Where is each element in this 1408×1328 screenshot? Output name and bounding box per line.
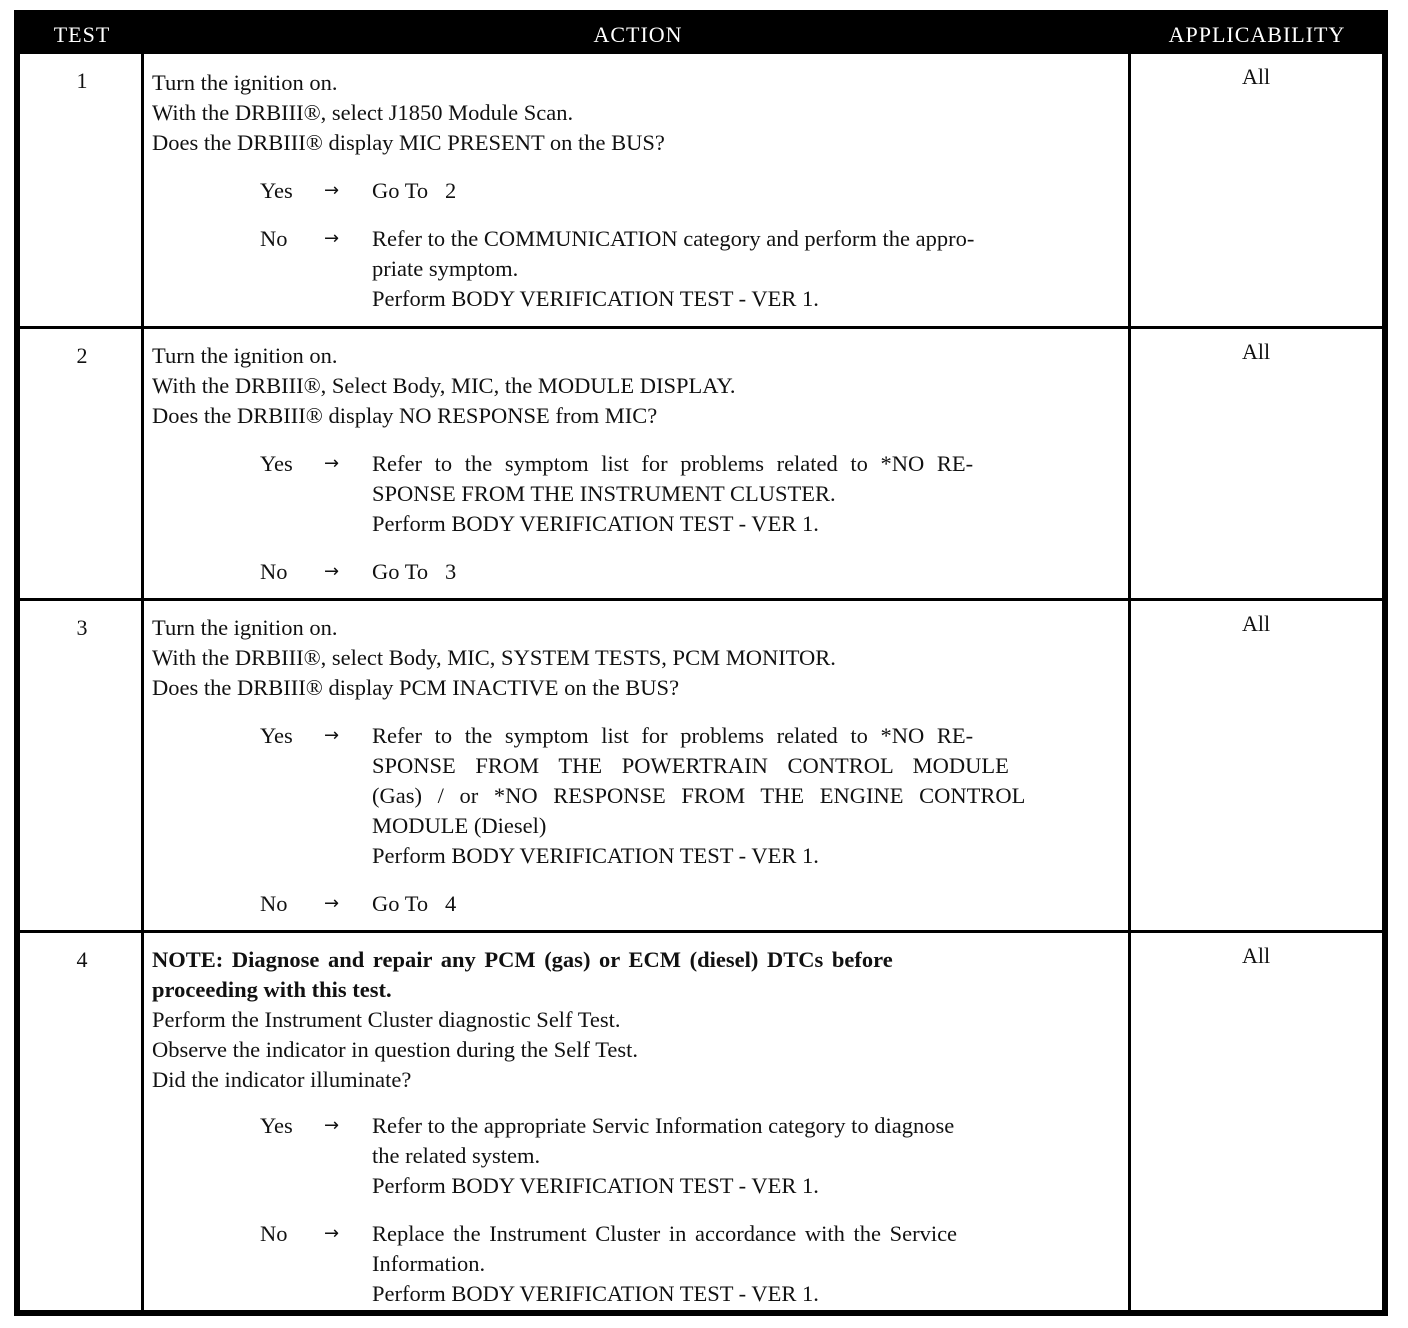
action-cell bbox=[152, 341, 1127, 587]
test-number: 3 bbox=[76, 615, 88, 640]
test-number: 2 bbox=[76, 343, 88, 368]
arrow-icon: → bbox=[324, 1115, 340, 1136]
branch-text: Perform BODY VERIFICATION TEST - VER 1. bbox=[372, 286, 819, 311]
yes-branch bbox=[152, 449, 1127, 539]
action-line: With the DRBIII®, select J1850 Module Scan. bbox=[152, 100, 574, 125]
arrow-icon: → bbox=[324, 725, 340, 746]
branch-text: (Gas) / or *NO RESPONSE FROM THE ENGINE CONTROL bbox=[372, 783, 1026, 808]
arrow-icon: → bbox=[324, 893, 340, 914]
branch-text: Perform BODY VERIFICATION TEST - VER 1. bbox=[372, 511, 819, 536]
action-line: With the DRBIII®, select Body, MIC, SYSTEM TESTS, PCM MONITOR. bbox=[152, 645, 836, 670]
branch-text: SPONSE FROM THE INSTRUMENT CLUSTER. bbox=[372, 481, 836, 506]
action-line: Perform the Instrument Cluster diagnostic Self Test. bbox=[152, 1007, 621, 1032]
table-header bbox=[20, 16, 1382, 54]
applicability-cell: All bbox=[1241, 611, 1271, 636]
branch-text: Go To 4 bbox=[372, 891, 457, 916]
no-label: No bbox=[260, 1221, 288, 1246]
no-label: No bbox=[260, 891, 288, 916]
table-row bbox=[20, 598, 1382, 930]
note-line: proceeding with this test. bbox=[152, 977, 392, 1002]
yes-branch bbox=[152, 721, 1127, 871]
arrow-icon: → bbox=[324, 228, 340, 249]
header-action: ACTION bbox=[593, 22, 683, 47]
action-line: Does the DRBIII® display MIC PRESENT on the BUS? bbox=[152, 130, 665, 155]
branch-text: MODULE (Diesel) bbox=[372, 813, 547, 838]
arrow-icon: → bbox=[324, 561, 340, 582]
no-branch bbox=[152, 557, 1127, 587]
diagnostic-test-table bbox=[14, 10, 1388, 1316]
test-number: 1 bbox=[76, 68, 88, 93]
yes-branch bbox=[152, 176, 1127, 206]
branch-text: Go To 3 bbox=[372, 559, 457, 584]
arrow-icon: → bbox=[324, 1223, 340, 1244]
branch-text: SPONSE FROM THE POWERTRAIN CONTROL MODULE bbox=[372, 753, 1009, 778]
applicability-cell: All bbox=[1241, 64, 1271, 89]
yes-branch bbox=[152, 1111, 1127, 1201]
branch-text: priate symptom. bbox=[372, 256, 519, 281]
no-label: No bbox=[260, 559, 288, 584]
branch-text: Refer to the COMMUNICATION category and perform the appro- bbox=[372, 226, 975, 251]
action-line: Turn the ignition on. bbox=[152, 70, 338, 95]
note-line: NOTE: Diagnose and repair any PCM (gas) or ECM (diesel) DTCs before bbox=[152, 947, 893, 972]
no-label: No bbox=[260, 226, 288, 251]
action-line: Observe the indicator in question during the Self Test. bbox=[152, 1037, 639, 1062]
no-branch bbox=[152, 1219, 1127, 1309]
no-branch bbox=[152, 889, 1127, 919]
action-line: Does the DRBIII® display NO RESPONSE from MIC? bbox=[152, 403, 658, 428]
action-line: Does the DRBIII® display PCM INACTIVE on the BUS? bbox=[152, 675, 680, 700]
action-line: Turn the ignition on. bbox=[152, 615, 338, 640]
branch-text: Perform BODY VERIFICATION TEST - VER 1. bbox=[372, 1173, 819, 1198]
action-cell bbox=[152, 613, 1127, 919]
branch-text: Information. bbox=[372, 1251, 486, 1276]
table-row bbox=[20, 930, 1382, 1316]
yes-label: Yes bbox=[260, 178, 293, 203]
branch-text: Refer to the symptom list for problems related to *NO RE- bbox=[372, 451, 974, 476]
branch-text: Go To 2 bbox=[372, 178, 457, 203]
branch-text: Perform BODY VERIFICATION TEST - VER 1. bbox=[372, 1281, 819, 1306]
branch-text: Replace the Instrument Cluster in accordance with the Service bbox=[372, 1221, 958, 1246]
action-line: With the DRBIII®, Select Body, MIC, the MODULE DISPLAY. bbox=[152, 373, 736, 398]
branch-text: Refer to the symptom list for problems related to *NO RE- bbox=[372, 723, 974, 748]
arrow-icon: → bbox=[324, 180, 340, 201]
branch-text: the related system. bbox=[372, 1143, 541, 1168]
no-branch bbox=[152, 224, 1127, 314]
header-test: TEST bbox=[53, 22, 111, 47]
action-line: Turn the ignition on. bbox=[152, 343, 338, 368]
arrow-icon: → bbox=[324, 453, 340, 474]
test-number: 4 bbox=[76, 947, 88, 972]
header-applicability: APPLICABILITY bbox=[1168, 22, 1346, 47]
yes-label: Yes bbox=[260, 1113, 293, 1138]
branch-text: Perform BODY VERIFICATION TEST - VER 1. bbox=[372, 843, 819, 868]
applicability-cell: All bbox=[1241, 339, 1271, 364]
yes-label: Yes bbox=[260, 451, 293, 476]
applicability-cell: All bbox=[1241, 943, 1271, 968]
branch-text: Refer to the appropriate Servic Information category to diagnose bbox=[372, 1113, 955, 1138]
action-cell bbox=[152, 945, 1127, 1309]
action-cell bbox=[152, 68, 1127, 314]
table-row bbox=[20, 54, 1382, 326]
action-line: Did the indicator illuminate? bbox=[152, 1067, 412, 1092]
table-row bbox=[20, 326, 1382, 598]
yes-label: Yes bbox=[260, 723, 293, 748]
